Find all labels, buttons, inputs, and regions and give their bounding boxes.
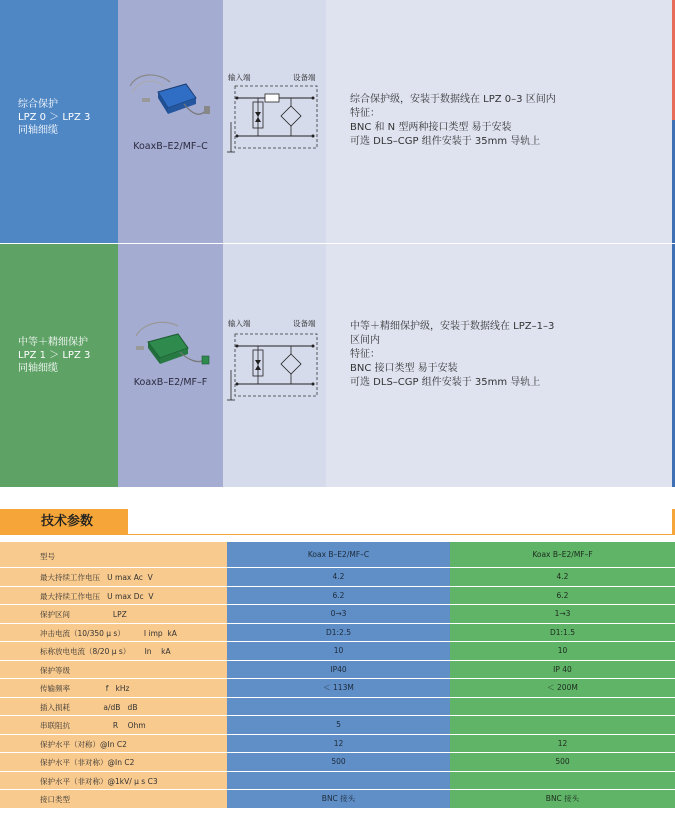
category-line: 中等＋精细保护 (18, 337, 88, 348)
table-header-row (0, 542, 675, 568)
row-label: 保护水平（非对称）@1kV/ μ s C3 (40, 776, 158, 786)
description-line: 可选 DLS–CGP 组件安装于 35mm 导轨上 (350, 377, 541, 388)
description-cell-1 (326, 0, 672, 243)
product-row-1 (0, 0, 672, 243)
table-row (0, 698, 675, 717)
row-label: 标称放电电流（8/20 μ s） In kA (40, 647, 171, 656)
row-value-col1: D1:2.5 (227, 624, 450, 642)
row-value-col2: BNC 接头 (450, 790, 675, 808)
category-line: LPZ 0 ＞ LPZ 3 (18, 112, 91, 123)
row-value-col1: 4.2 (227, 568, 450, 586)
output-label: 设备端 (293, 319, 316, 328)
table-header-col2: Koax B–E2/MF–F (450, 542, 675, 567)
description-cell-2 (326, 244, 672, 487)
table-row (0, 679, 675, 698)
row-value-col1: 12 (227, 735, 450, 753)
input-label: 输入端 (228, 73, 251, 82)
row-value-col2: 12 (450, 735, 675, 753)
description-line: 特征： (350, 349, 380, 360)
row-value-col2: 10 (450, 642, 675, 660)
row-label: 接口类型 (40, 795, 70, 804)
table-row (0, 772, 675, 791)
row-value-col2: 4.2 (450, 568, 675, 586)
row-value-col1: 500 (227, 753, 450, 771)
description-line: 中等＋精细保护级，安装于数据线在 LPZ–1–3 (350, 321, 555, 332)
row-value-col1: ＜ 113M (227, 679, 450, 697)
model-cell-1 (118, 0, 223, 243)
table-row (0, 605, 675, 624)
row-value-col2: 6.2 (450, 587, 675, 605)
table-row (0, 753, 675, 772)
row-label: 保护水平（对称）@In C2 (40, 739, 127, 749)
input-label: 输入端 (228, 319, 251, 328)
section-title: 技术参数 (0, 509, 128, 535)
row-label: 最大持续工作电压 U max Ac V (40, 573, 153, 582)
row-value-col1: BNC 接头 (227, 790, 450, 808)
product-image-blue (118, 62, 223, 132)
category-cell-1 (0, 0, 118, 243)
row-value-col1: IP40 (227, 661, 450, 679)
row-label: 保护等级 (40, 665, 70, 675)
row-value-col2: IP 40 (450, 661, 675, 679)
spec-table (0, 542, 675, 809)
category-line: 同轴细缆 (18, 363, 58, 374)
row-label: 保护水平（非对称）@In C2 (40, 758, 135, 767)
description-line: 区间内 (350, 335, 380, 346)
row-label: 插入损耗 a/dB dB (40, 702, 138, 712)
row-value-col2 (450, 772, 675, 790)
description-line: BNC 和 N 型两种接口类型 易于安装 (350, 122, 512, 133)
circuit-cell-2 (223, 244, 326, 487)
table-row (0, 716, 675, 735)
output-label: 设备端 (293, 73, 316, 82)
circuit-cell-1 (223, 0, 326, 243)
category-line: LPZ 1 ＞ LPZ 3 (18, 350, 91, 361)
row-label: 最大持续工作电压 U max Dc V (40, 591, 154, 601)
row-value-col2: 500 (450, 753, 675, 771)
model-cell-2 (118, 244, 223, 487)
row-value-col2: 1→3 (450, 605, 675, 623)
table-row (0, 624, 675, 643)
table-row (0, 568, 675, 587)
table-row (0, 661, 675, 680)
category-line: 综合保护 (18, 99, 58, 110)
row-value-col1 (227, 698, 450, 716)
circuit-diagram-icon (223, 330, 326, 410)
description-line: BNC 接口类型 易于安装 (350, 363, 458, 374)
row-value-col1: 6.2 (227, 587, 450, 605)
row-value-col1: 5 (227, 716, 450, 734)
table-row (0, 642, 675, 661)
row-label: 冲击电流（10/350 μ s） I imp kA (40, 628, 177, 638)
table-row (0, 587, 675, 606)
row-value-col2: ＜ 200M (450, 679, 675, 697)
description-line: 特征： (350, 108, 380, 119)
category-cell-2 (0, 244, 118, 487)
row-value-col1: 0→3 (227, 605, 450, 623)
row-label: 传输频率 f kHz (40, 684, 130, 693)
row-label: 保护区间 LPZ (40, 610, 127, 619)
model-name: KoaxB–E2/MF–F (133, 377, 208, 388)
product-row-2 (0, 244, 672, 487)
description-line: 综合保护级，安装于数据线在 LPZ 0–3 区间内 (350, 94, 556, 105)
table-header-label: 型号 (40, 552, 55, 561)
row-label: 串联阻抗 R Ohm (40, 721, 146, 730)
table-row (0, 790, 675, 809)
category-line: 同轴细缆 (18, 125, 58, 136)
row-value-col2: D1:1.5 (450, 624, 675, 642)
row-value-col2 (450, 698, 675, 716)
section-rule (128, 534, 672, 535)
table-row (0, 735, 675, 754)
row-value-col1: 10 (227, 642, 450, 660)
row-value-col2 (450, 716, 675, 734)
circuit-diagram-icon (223, 82, 326, 162)
product-image-green (118, 306, 223, 376)
model-name: KoaxB–E2/MF–C (133, 141, 208, 152)
row-value-col1 (227, 772, 450, 790)
description-line: 可选 DLS–CGP 组件安装于 35mm 导轨上 (350, 136, 541, 147)
table-header-col1: Koax B–E2/MF–C (227, 542, 450, 567)
